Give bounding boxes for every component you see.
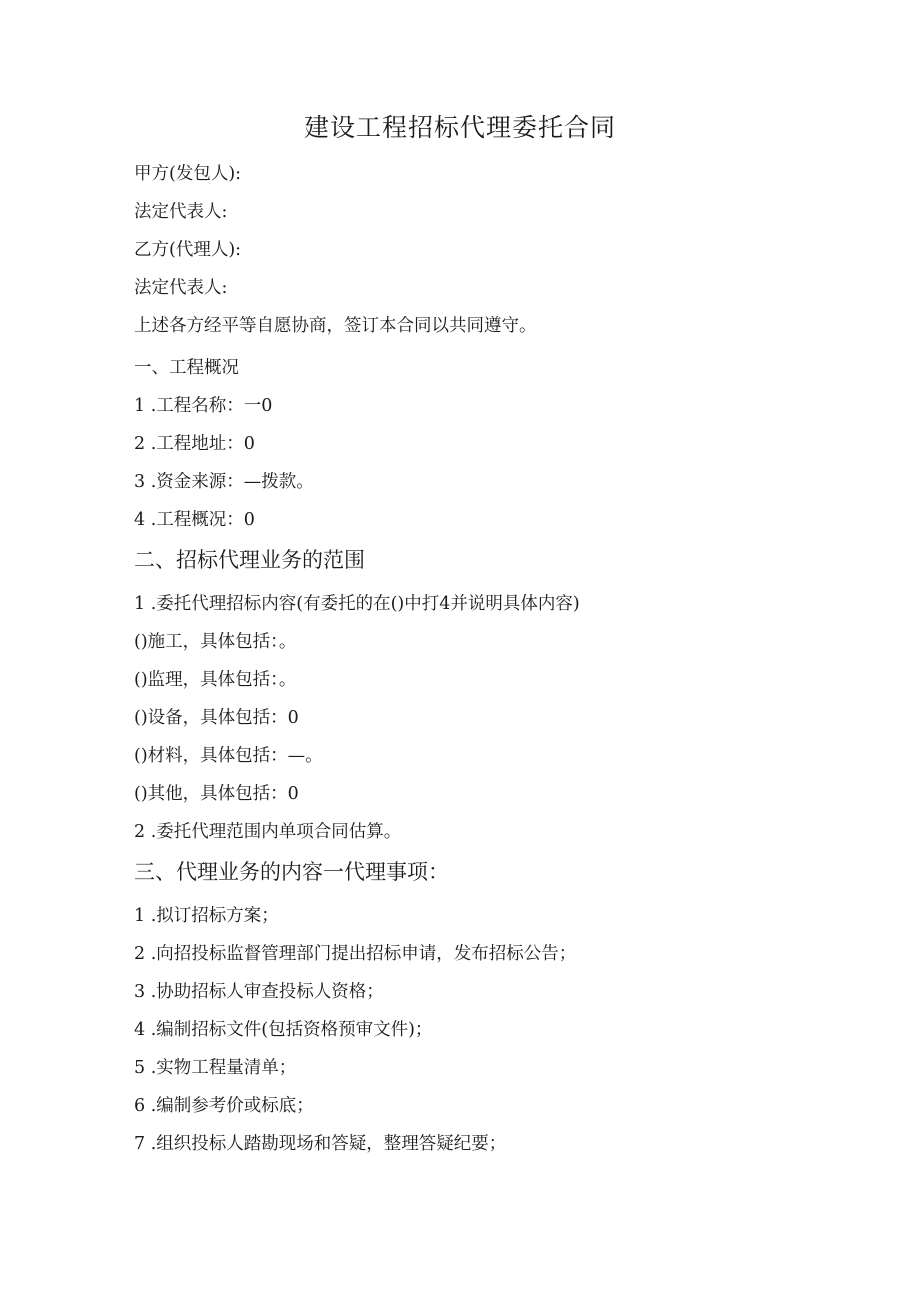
section-2-item: ()监理，具体包括：。 — [134, 670, 297, 690]
section-2-item: ()施工，具体包括：。 — [134, 632, 297, 652]
section-3-item: 5 .实物工程量清单； — [134, 1058, 297, 1078]
section-3-item: 7 .组织投标人踏勘现场和答疑，整理答疑纪要； — [134, 1134, 507, 1154]
section-1-item: 3 .资金来源：—拨款。 — [134, 472, 314, 492]
section-3-item: 6 .编制参考价或标底； — [134, 1096, 314, 1116]
section-1-item: 2 .工程地址：0 — [134, 434, 255, 454]
section-1-item: 4 .工程概况：0 — [134, 510, 255, 530]
section-3-item: 1 .拟订招标方案； — [134, 906, 279, 926]
party-a-line: 甲方(发包人): — [134, 164, 242, 184]
section-3-heading: 三、代理业务的内容一代理事项： — [134, 860, 449, 884]
party-b-line: 乙方(代理人): — [134, 240, 242, 260]
section-3-item: 3 .协助招标人审查投标人资格； — [134, 982, 384, 1002]
party-a-representative-line: 法定代表人: — [134, 202, 228, 222]
section-2-item: 2 .委托代理范围内单项合同估算。 — [134, 822, 402, 842]
document-title: 建设工程招标代理委托合同 — [303, 113, 616, 142]
section-3-item: 4 .编制招标文件(包括资格预审文件)； — [134, 1020, 433, 1040]
section-2-heading: 二、招标代理业务的范围 — [134, 548, 365, 572]
agreement-statement: 上述各方经平等自愿协商，签订本合同以共同遵守。 — [134, 316, 537, 336]
section-1-heading: 一、工程概况 — [134, 358, 239, 378]
section-2-item: 1 .委托代理招标内容(有委托的在()中打4并说明具体内容) — [134, 594, 580, 614]
section-1-item: 1 .工程名称：一0 — [134, 396, 273, 416]
section-2-item: ()材料，具体包括：—。 — [134, 746, 323, 766]
section-2-item: ()设备，具体包括：0 — [134, 708, 299, 728]
section-2-item: ()其他，具体包括：0 — [134, 784, 299, 804]
section-3-item: 2 .向招投标监督管理部门提出招标申请，发布招标公告； — [134, 944, 577, 964]
party-b-representative-line: 法定代表人: — [134, 278, 228, 298]
